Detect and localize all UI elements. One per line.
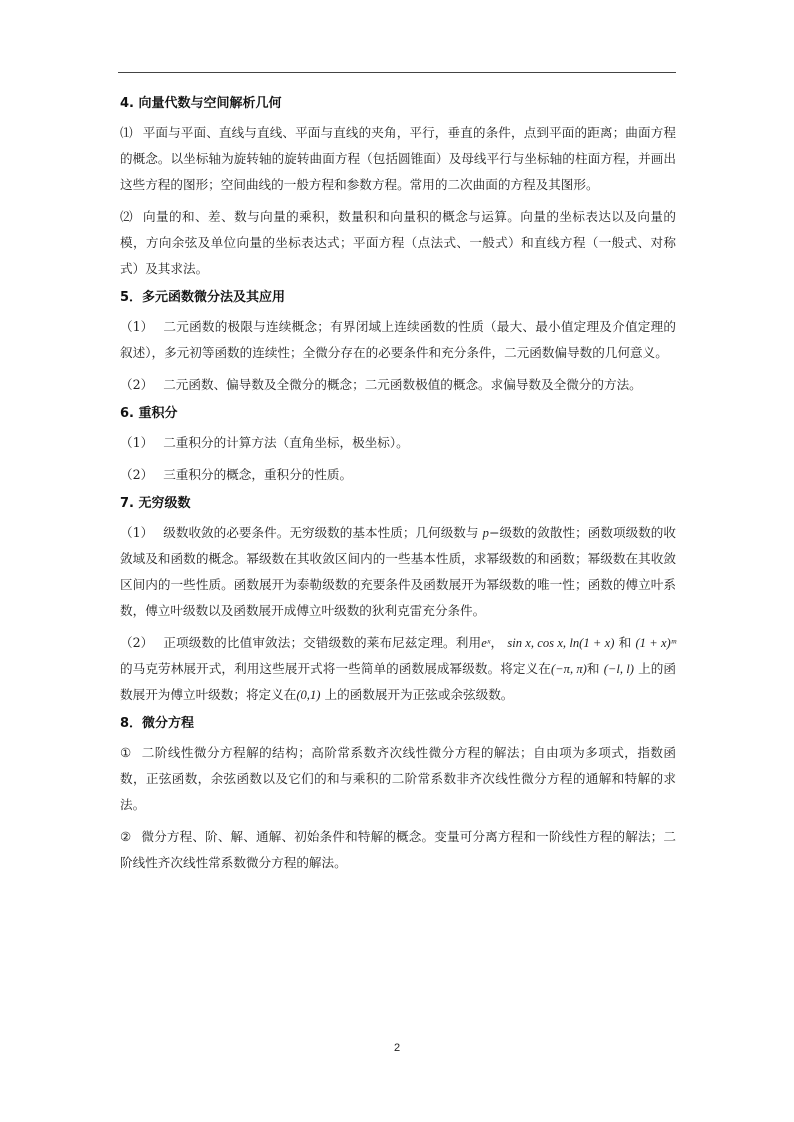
item-text-a: 级数收敛的必要条件。无穷级数的基本性质；几何级数与 (163, 525, 479, 540)
page-number: 2 (393, 1042, 401, 1054)
item-marker: （2） (120, 377, 154, 392)
item-marker: （1） (120, 525, 154, 540)
item-text: 二阶线性微分方程解的结构；高阶常系数齐次线性微分方程的解法；自由项为多项式，指数函数，正弦函数，余弦函数以及它们的和与乘积的二阶常系数非齐次线性微分方程的通解和特解的求法。 (120, 745, 676, 812)
math-trig-ln: sin x, cos x, ln(1 + x) (507, 636, 615, 650)
section-7-item-1 (120, 520, 676, 624)
item-text: 向量的和、差、数与向量的乘积，数量积和向量积的概念与运算。向量的坐标表达以及向量的模，方向余弦及单位向量的坐标表达式；平面方程（点法式、一般式）和直线方程（一般式、对称式）及其求法。 (120, 209, 676, 276)
item-text: 平面与平面、直线与直线、平面与直线的夹角，平行，垂直的条件，点到平面的距离；曲面方程的概念。以坐标轴为旋转轴的旋转曲面方程（包括圆锥面）及母线平行与坐标轴的柱面方程，并画出这些方程的图形；空间曲线的一般方程和参数方程。常用的二次曲面的方程及其图形。 (120, 125, 676, 192)
document-body (120, 94, 676, 882)
math-p: p (482, 526, 489, 540)
section-4-title: 4. 向量代数与空间解析几何 (120, 96, 282, 111)
section-7-title: 7. 无穷级数 (120, 496, 191, 511)
math-interval-l: (−l, l) (603, 662, 634, 676)
item-text: 二重积分的计算方法（直角坐标，极坐标）。 (163, 435, 409, 450)
text-4: 的马克劳林展开式，利用这些展开式将一些简单的函数展成幂级数。将定义在 (120, 661, 551, 676)
text-6: 上的函数展开为傅立叶级数；将定义在 (120, 661, 677, 702)
section-6-item-1 (120, 430, 676, 456)
text-7: 上的函数展开为正弦或余弦级数。 (324, 687, 514, 702)
section-8-title: 8．微分方程 (120, 716, 195, 731)
item-text-b: −级数的敛散性；函数项级数的收敛域及和函数的概念。幂级数在其收敛区间内的一些基本性质，求幂级数的和函数；幂级数在其收敛区间内的一些性质。函数展开为泰勒级数的充要条件及函数展开为幂级数的唯一性；函数的傅立叶系数，傅立叶级数以及函数展开成傅立叶级数的狄利克雷充分条件。 (120, 525, 677, 618)
item-marker: （2） (120, 635, 154, 650)
item-marker: （1） (120, 435, 154, 450)
section-5-item-1 (120, 314, 676, 366)
item-marker: （1） (120, 319, 154, 334)
text-2: ， (490, 635, 504, 650)
section-8-item-2 (120, 824, 676, 876)
header-rule (118, 72, 676, 73)
item-marker: ⑴ (120, 125, 133, 140)
item-text: 二元函数的极限与连续概念；有界闭域上连续函数的性质（最大、最小值定理及介值定理的叙述），多元初等函数的连续性；全微分存在的必要条件和充分条件，二元函数偏导数的几何意义。 (120, 319, 676, 360)
section-6-item-2 (120, 462, 676, 488)
section-4-item-1 (120, 120, 676, 198)
section-5-title: 5．多元函数微分法及其应用 (120, 290, 286, 305)
section-6-title: 6. 重积分 (120, 406, 178, 421)
item-text: 三重积分的概念，重积分的性质。 (163, 467, 353, 482)
item-text: 微分方程、阶、解、通解、初始条件和特解的概念。变量可分离方程和一阶线性方程的解法；二阶线性齐次线性常系数微分方程的解法。 (120, 829, 676, 870)
item-marker: ① (120, 745, 132, 760)
text-3: 和 (618, 635, 632, 650)
math-binomial: (1 + x)ᵐ (635, 636, 676, 650)
section-4-item-2 (120, 204, 676, 282)
item-text: 二元函数、偏导数及全微分的概念；二元函数极值的概念。求偏导数及全微分的方法。 (163, 377, 642, 392)
section-5-item-2 (120, 372, 676, 398)
text-5: 和 (586, 661, 600, 676)
math-exp: eˣ (481, 636, 491, 650)
section-7-item-2 (120, 630, 676, 708)
item-marker: （2） (120, 467, 154, 482)
math-interval-pi: (−π, π) (550, 662, 587, 676)
section-8-item-1 (120, 740, 676, 818)
item-marker: ② (120, 829, 132, 844)
math-interval-01: (0,1) (296, 688, 321, 702)
text-1: 正项级数的比值审敛法；交错级数的莱布尼兹定理。利用 (163, 635, 482, 650)
item-marker: ⑵ (120, 209, 133, 224)
